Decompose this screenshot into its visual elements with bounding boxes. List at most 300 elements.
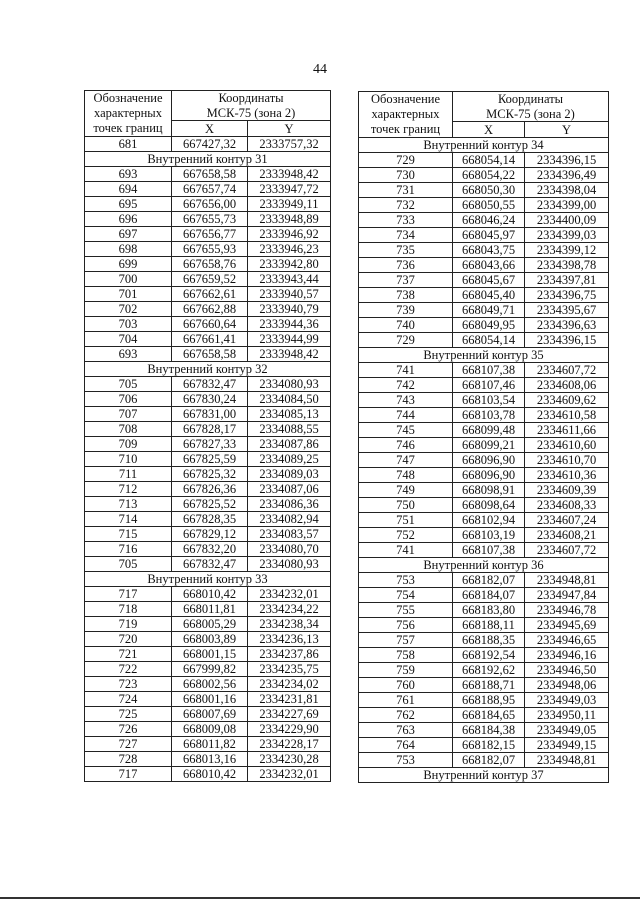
point-number-cell: 726 (85, 722, 172, 737)
table-row (359, 333, 609, 348)
x-coordinate-cell: 668103,19 (453, 528, 525, 543)
table-row (85, 242, 331, 257)
x-coordinate-cell: 668045,67 (453, 273, 525, 288)
x-coordinate-cell: 668192,54 (453, 648, 525, 663)
y-coordinate-cell: 2334396,63 (525, 318, 609, 333)
y-coordinate-cell: 2334609,62 (525, 393, 609, 408)
point-number-cell: 740 (359, 318, 453, 333)
point-number-cell: 741 (359, 363, 453, 378)
y-coordinate-cell: 2334395,67 (525, 303, 609, 318)
x-coordinate-cell: 668011,81 (172, 602, 248, 617)
y-coordinate-cell: 2333943,44 (248, 272, 331, 287)
y-column-header: Y (248, 121, 331, 137)
contour-label: Внутренний контур 33 (85, 572, 331, 587)
x-coordinate-cell: 668045,40 (453, 288, 525, 303)
table-left-body (85, 137, 331, 782)
x-coordinate-cell: 667825,59 (172, 452, 248, 467)
point-number-cell: 746 (359, 438, 453, 453)
table-row (85, 272, 331, 287)
x-coordinate-cell: 668010,42 (172, 587, 248, 602)
table-row (359, 753, 609, 768)
table-row (359, 438, 609, 453)
point-number-cell: 700 (85, 272, 172, 287)
x-coordinate-cell: 667830,24 (172, 392, 248, 407)
x-coordinate-cell: 668184,38 (453, 723, 525, 738)
x-coordinate-cell: 668001,16 (172, 692, 248, 707)
point-number-cell: 717 (85, 587, 172, 602)
y-coordinate-cell: 2334610,70 (525, 453, 609, 468)
x-coordinate-cell: 668098,64 (453, 498, 525, 513)
table-row (85, 632, 331, 647)
y-column-header: Y (525, 122, 609, 138)
point-number-cell: 723 (85, 677, 172, 692)
point-number-cell: 699 (85, 257, 172, 272)
y-coordinate-cell: 2334398,04 (525, 183, 609, 198)
x-coordinate-cell: 668010,42 (172, 767, 248, 782)
point-number-cell: 698 (85, 242, 172, 257)
point-number-cell: 764 (359, 738, 453, 753)
table-row (359, 633, 609, 648)
x-coordinate-cell: 668002,56 (172, 677, 248, 692)
table-row (359, 708, 609, 723)
table-row (359, 468, 609, 483)
y-coordinate-cell: 2334086,36 (248, 497, 331, 512)
y-coordinate-cell: 2334946,65 (525, 633, 609, 648)
table-row (359, 543, 609, 558)
point-number-cell: 728 (85, 752, 172, 767)
table-row (359, 603, 609, 618)
point-number-cell: 703 (85, 317, 172, 332)
point-number-cell: 737 (359, 273, 453, 288)
x-coordinate-cell: 668183,80 (453, 603, 525, 618)
y-coordinate-cell: 2333946,92 (248, 227, 331, 242)
point-number-cell: 693 (85, 347, 172, 362)
table-row (85, 287, 331, 302)
table-row (85, 347, 331, 362)
point-number-cell: 733 (359, 213, 453, 228)
point-number-cell: 701 (85, 287, 172, 302)
x-coordinate-cell: 668001,15 (172, 647, 248, 662)
point-number-cell: 729 (359, 153, 453, 168)
table-row (359, 243, 609, 258)
point-number-cell: 725 (85, 707, 172, 722)
coords-header-line1: Координаты (497, 92, 564, 107)
point-number-cell: 722 (85, 662, 172, 677)
y-coordinate-cell: 2334084,50 (248, 392, 331, 407)
y-coordinate-cell: 2334945,69 (525, 618, 609, 633)
y-coordinate-cell: 2333757,32 (248, 137, 331, 152)
x-coordinate-cell: 668043,66 (453, 258, 525, 273)
y-coordinate-cell: 2334234,22 (248, 602, 331, 617)
x-coordinate-cell: 668188,35 (453, 633, 525, 648)
table-row (85, 527, 331, 542)
coordinates-table-left (84, 90, 331, 782)
x-coordinate-cell: 668188,11 (453, 618, 525, 633)
y-coordinate-cell: 2333948,42 (248, 167, 331, 182)
x-coordinate-cell: 667655,93 (172, 242, 248, 257)
y-coordinate-cell: 2334088,55 (248, 422, 331, 437)
table-row (359, 678, 609, 693)
table-row (359, 213, 609, 228)
x-coordinate-cell: 667832,47 (172, 377, 248, 392)
contour-section-row (85, 152, 331, 167)
y-coordinate-cell: 2334400,09 (525, 213, 609, 228)
y-coordinate-cell: 2334399,12 (525, 243, 609, 258)
x-coordinate-cell: 668054,22 (453, 168, 525, 183)
point-number-cell: 750 (359, 498, 453, 513)
point-header-line2: характерных (371, 107, 440, 121)
table-row (359, 618, 609, 633)
point-number-cell: 755 (359, 603, 453, 618)
x-coordinate-cell: 668054,14 (453, 153, 525, 168)
y-coordinate-cell: 2334087,06 (248, 482, 331, 497)
y-coordinate-cell: 2333940,57 (248, 287, 331, 302)
y-coordinate-cell: 2334396,15 (525, 153, 609, 168)
contour-section-row (359, 348, 609, 363)
point-number-cell: 702 (85, 302, 172, 317)
point-number-cell: 714 (85, 512, 172, 527)
table-row (359, 168, 609, 183)
x-coordinate-cell: 667825,32 (172, 467, 248, 482)
table-row (359, 303, 609, 318)
x-coordinate-cell: 667831,00 (172, 407, 248, 422)
x-coordinate-cell: 667825,52 (172, 497, 248, 512)
y-coordinate-cell: 2334236,13 (248, 632, 331, 647)
table-row (85, 407, 331, 422)
y-coordinate-cell: 2334946,16 (525, 648, 609, 663)
x-coordinate-cell: 667658,76 (172, 257, 248, 272)
x-coordinate-cell: 668099,21 (453, 438, 525, 453)
y-coordinate-cell: 2334089,25 (248, 452, 331, 467)
y-coordinate-cell: 2334611,66 (525, 423, 609, 438)
point-number-cell: 724 (85, 692, 172, 707)
point-number-cell: 739 (359, 303, 453, 318)
x-coordinate-cell: 667658,58 (172, 347, 248, 362)
coordinates-header (453, 92, 609, 107)
contour-label: Внутренний контур 32 (85, 362, 331, 377)
table-row (85, 707, 331, 722)
y-coordinate-cell: 2334080,93 (248, 557, 331, 572)
y-coordinate-cell: 2334948,81 (525, 753, 609, 768)
point-header-line2: характерных (94, 106, 162, 120)
point-number-cell: 704 (85, 332, 172, 347)
table-row (85, 257, 331, 272)
x-coordinate-cell: 668192,62 (453, 663, 525, 678)
y-coordinate-cell: 2334610,36 (525, 468, 609, 483)
x-coordinate-cell: 668013,16 (172, 752, 248, 767)
x-coordinate-cell: 667659,52 (172, 272, 248, 287)
y-coordinate-cell: 2334237,86 (248, 647, 331, 662)
y-coordinate-cell: 2334085,13 (248, 407, 331, 422)
y-coordinate-cell: 2334087,86 (248, 437, 331, 452)
x-coordinate-cell: 667832,20 (172, 542, 248, 557)
point-number-cell: 721 (85, 647, 172, 662)
x-coordinate-cell: 668182,07 (453, 573, 525, 588)
x-coordinate-cell: 667656,00 (172, 197, 248, 212)
y-coordinate-cell: 2334947,84 (525, 588, 609, 603)
point-designation-header (85, 91, 172, 137)
contour-label: Внутренний контур 36 (359, 558, 609, 573)
contour-section-row (359, 138, 609, 153)
point-number-cell: 760 (359, 678, 453, 693)
point-number-cell: 753 (359, 753, 453, 768)
point-number-cell: 756 (359, 618, 453, 633)
point-number-cell: 752 (359, 528, 453, 543)
x-coordinate-cell: 668103,78 (453, 408, 525, 423)
point-number-cell: 729 (359, 333, 453, 348)
table-row (85, 587, 331, 602)
point-number-cell: 708 (85, 422, 172, 437)
table-row (359, 588, 609, 603)
x-coordinate-cell: 668046,24 (453, 213, 525, 228)
point-number-cell: 712 (85, 482, 172, 497)
y-coordinate-cell: 2334610,58 (525, 408, 609, 423)
coordinates-table-right (358, 91, 609, 783)
y-coordinate-cell: 2334949,03 (525, 693, 609, 708)
point-number-cell: 681 (85, 137, 172, 152)
table-row (85, 602, 331, 617)
table-row (359, 258, 609, 273)
point-number-cell: 748 (359, 468, 453, 483)
table-right-body (359, 138, 609, 783)
point-number-cell: 743 (359, 393, 453, 408)
y-coordinate-cell: 2334948,06 (525, 678, 609, 693)
table-row (85, 767, 331, 782)
x-coordinate-cell: 668049,95 (453, 318, 525, 333)
point-number-cell: 747 (359, 453, 453, 468)
contour-label: Внутренний контур 35 (359, 348, 609, 363)
contour-section-row (359, 768, 609, 783)
x-coordinate-cell: 668005,29 (172, 617, 248, 632)
point-number-cell: 709 (85, 437, 172, 452)
y-coordinate-cell: 2334234,02 (248, 677, 331, 692)
contour-label: Внутренний контур 37 (359, 768, 609, 783)
point-number-cell: 697 (85, 227, 172, 242)
point-number-cell: 762 (359, 708, 453, 723)
y-coordinate-cell: 2334608,21 (525, 528, 609, 543)
x-coordinate-cell: 667828,35 (172, 512, 248, 527)
x-coordinate-cell: 668184,07 (453, 588, 525, 603)
table-row (359, 153, 609, 168)
point-number-cell: 749 (359, 483, 453, 498)
x-coordinate-cell: 668054,14 (453, 333, 525, 348)
point-number-cell: 715 (85, 527, 172, 542)
table-row (359, 663, 609, 678)
point-number-cell: 716 (85, 542, 172, 557)
point-number-cell: 706 (85, 392, 172, 407)
coordinate-system-header: МСК-75 (зона 2) (172, 106, 331, 121)
point-number-cell: 730 (359, 168, 453, 183)
table-row (85, 392, 331, 407)
table-row (85, 617, 331, 632)
point-header-line1: Обозначение (93, 91, 163, 105)
y-coordinate-cell: 2334398,78 (525, 258, 609, 273)
table-row (85, 317, 331, 332)
table-row (85, 737, 331, 752)
y-coordinate-cell: 2334089,03 (248, 467, 331, 482)
x-coordinate-cell: 668050,30 (453, 183, 525, 198)
table-row (359, 318, 609, 333)
point-number-cell: 705 (85, 377, 172, 392)
point-header-line1: Обозначение (370, 92, 441, 106)
y-coordinate-cell: 2334946,50 (525, 663, 609, 678)
y-coordinate-cell: 2334235,75 (248, 662, 331, 677)
table-row (85, 467, 331, 482)
y-coordinate-cell: 2334607,72 (525, 543, 609, 558)
x-coordinate-cell: 667657,74 (172, 182, 248, 197)
table-row (85, 482, 331, 497)
table-row (85, 452, 331, 467)
point-number-cell: 711 (85, 467, 172, 482)
page-number: 44 (313, 62, 327, 77)
y-coordinate-cell: 2333948,89 (248, 212, 331, 227)
table-row (85, 692, 331, 707)
point-number-cell: 751 (359, 513, 453, 528)
point-number-cell: 734 (359, 228, 453, 243)
point-number-cell: 693 (85, 167, 172, 182)
table-row (85, 497, 331, 512)
y-coordinate-cell: 2334083,57 (248, 527, 331, 542)
y-coordinate-cell: 2334231,81 (248, 692, 331, 707)
x-coordinate-cell: 668043,75 (453, 243, 525, 258)
x-coordinate-cell: 668103,54 (453, 393, 525, 408)
y-coordinate-cell: 2334227,69 (248, 707, 331, 722)
table-row (359, 423, 609, 438)
y-coordinate-cell: 2334399,00 (525, 198, 609, 213)
point-number-cell: 758 (359, 648, 453, 663)
point-number-cell: 742 (359, 378, 453, 393)
y-coordinate-cell: 2334950,11 (525, 708, 609, 723)
x-coordinate-cell: 667661,41 (172, 332, 248, 347)
table-row (359, 273, 609, 288)
table-row (359, 723, 609, 738)
x-coordinate-cell: 667656,77 (172, 227, 248, 242)
table-row (359, 693, 609, 708)
table-row (85, 227, 331, 242)
table-row (85, 197, 331, 212)
x-coordinate-cell: 667662,61 (172, 287, 248, 302)
x-coordinate-cell: 667832,47 (172, 557, 248, 572)
contour-label: Внутренний контур 34 (359, 138, 609, 153)
point-number-cell: 719 (85, 617, 172, 632)
table-row (85, 137, 331, 152)
x-coordinate-cell: 668188,95 (453, 693, 525, 708)
y-coordinate-cell: 2333942,80 (248, 257, 331, 272)
point-number-cell: 754 (359, 588, 453, 603)
table-row (85, 212, 331, 227)
y-coordinate-cell: 2333948,42 (248, 347, 331, 362)
x-coordinate-cell: 668007,69 (172, 707, 248, 722)
table-row (85, 167, 331, 182)
y-coordinate-cell: 2333944,36 (248, 317, 331, 332)
x-coordinate-cell: 668096,90 (453, 468, 525, 483)
contour-label: Внутренний контур 31 (85, 152, 331, 167)
y-coordinate-cell: 2334080,70 (248, 542, 331, 557)
point-number-cell: 710 (85, 452, 172, 467)
y-coordinate-cell: 2334238,34 (248, 617, 331, 632)
point-number-cell: 745 (359, 423, 453, 438)
table-row (85, 542, 331, 557)
table-row (359, 228, 609, 243)
y-coordinate-cell: 2334396,75 (525, 288, 609, 303)
table-row (359, 453, 609, 468)
y-coordinate-cell: 2334946,78 (525, 603, 609, 618)
x-column-header: X (172, 121, 248, 137)
y-coordinate-cell: 2333946,23 (248, 242, 331, 257)
table-row (85, 302, 331, 317)
table-row (85, 422, 331, 437)
table-row (359, 288, 609, 303)
table-row (85, 332, 331, 347)
x-coordinate-cell: 668188,71 (453, 678, 525, 693)
table-row (359, 573, 609, 588)
x-coordinate-cell: 668102,94 (453, 513, 525, 528)
table-row (359, 393, 609, 408)
x-coordinate-cell: 668050,55 (453, 198, 525, 213)
point-number-cell: 727 (85, 737, 172, 752)
x-coordinate-cell: 668182,07 (453, 753, 525, 768)
x-coordinate-cell: 668003,89 (172, 632, 248, 647)
point-number-cell: 696 (85, 212, 172, 227)
x-coordinate-cell: 667660,64 (172, 317, 248, 332)
y-coordinate-cell: 2334228,17 (248, 737, 331, 752)
x-coordinate-cell: 667658,58 (172, 167, 248, 182)
y-coordinate-cell: 2334082,94 (248, 512, 331, 527)
table-row (85, 182, 331, 197)
x-coordinate-cell: 667655,73 (172, 212, 248, 227)
point-number-cell: 695 (85, 197, 172, 212)
y-coordinate-cell: 2334609,39 (525, 483, 609, 498)
y-coordinate-cell: 2334396,15 (525, 333, 609, 348)
scan-bottom-edge (0, 897, 640, 899)
y-coordinate-cell: 2334399,03 (525, 228, 609, 243)
table-row (359, 738, 609, 753)
point-number-cell: 718 (85, 602, 172, 617)
table-row (85, 512, 331, 527)
y-coordinate-cell: 2334949,15 (525, 738, 609, 753)
coordinate-system-header: МСК-75 (зона 2) (453, 107, 609, 122)
x-coordinate-cell: 667662,88 (172, 302, 248, 317)
table-row (85, 722, 331, 737)
table-row (85, 752, 331, 767)
x-coordinate-cell: 668011,82 (172, 737, 248, 752)
table-row (85, 677, 331, 692)
x-coordinate-cell: 668009,08 (172, 722, 248, 737)
x-coordinate-cell: 667827,33 (172, 437, 248, 452)
table-row (359, 378, 609, 393)
contour-section-row (85, 572, 331, 587)
y-coordinate-cell: 2334396,49 (525, 168, 609, 183)
point-number-cell: 761 (359, 693, 453, 708)
point-number-cell: 763 (359, 723, 453, 738)
table-row (359, 198, 609, 213)
point-number-cell: 741 (359, 543, 453, 558)
y-coordinate-cell: 2333949,11 (248, 197, 331, 212)
table-row (359, 528, 609, 543)
y-coordinate-cell: 2334610,60 (525, 438, 609, 453)
coordinates-header (172, 91, 331, 106)
table-row (85, 437, 331, 452)
contour-section-row (359, 558, 609, 573)
y-coordinate-cell: 2334948,81 (525, 573, 609, 588)
point-designation-header (359, 92, 453, 138)
contour-section-row (85, 362, 331, 377)
x-coordinate-cell: 667829,12 (172, 527, 248, 542)
x-coordinate-cell: 668184,65 (453, 708, 525, 723)
point-number-cell: 735 (359, 243, 453, 258)
point-number-cell: 713 (85, 497, 172, 512)
table-row (359, 513, 609, 528)
